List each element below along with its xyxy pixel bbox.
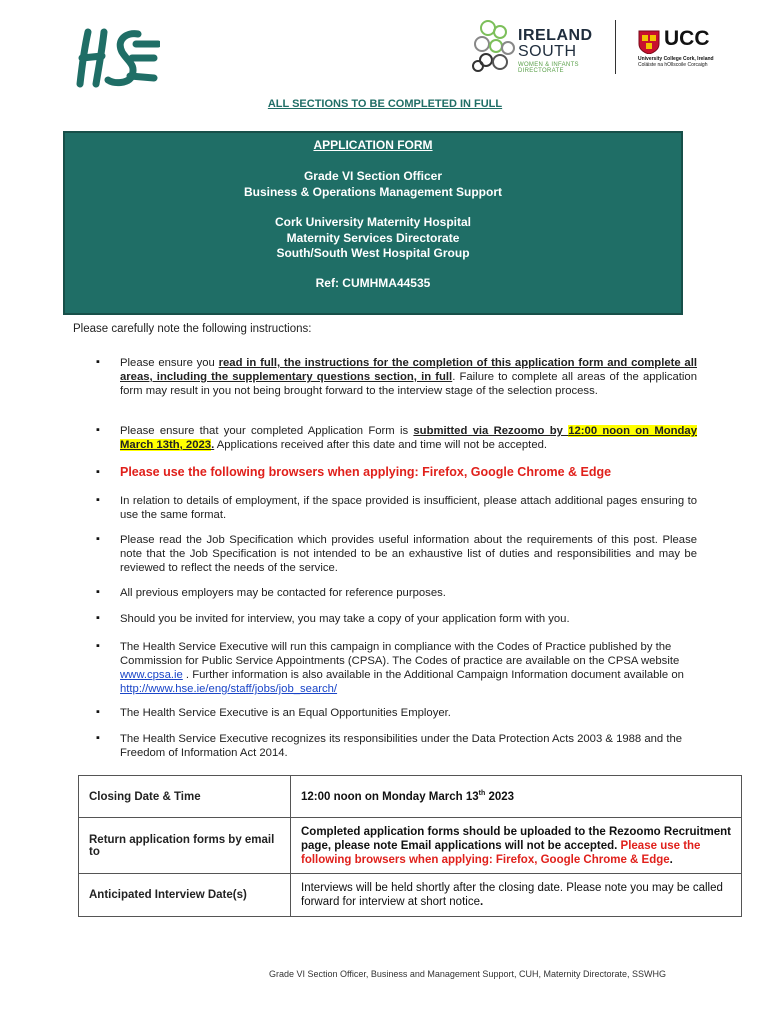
bullet-icon: ▪ [96, 612, 100, 624]
interview-value-end: . [479, 896, 484, 908]
hospital-line: Cork University Maternity Hospital [274, 215, 472, 229]
interview-value-main: Interviews will be held shortly after the closing date. Please note you may be called forward for interview at short notice [301, 882, 723, 908]
cpsa-link[interactable]: www.cpsa.ie [120, 669, 183, 681]
closing-label: Closing Date & Time [79, 776, 291, 818]
closing-value-sup: th [478, 790, 486, 798]
intro-text: Please carefully note the following instructions: [73, 323, 312, 335]
post-block [65, 169, 681, 200]
instruction-2-period: . [211, 439, 215, 451]
instruction-9: The Health Service Executive is an Equal Opportunities Employer. [120, 707, 451, 719]
bullet-icon: ▪ [96, 640, 100, 652]
application-form-box [63, 131, 683, 315]
return-label: Return application forms by email to [79, 818, 291, 874]
table-row [79, 874, 742, 917]
instruction-1-bold: read in full, the instructions for the completion of this application form and complete all areas, including the supplementary questions section, in full [120, 357, 697, 383]
bullet-icon: ▪ [96, 586, 100, 598]
return-value [291, 818, 742, 874]
closing-value [291, 776, 742, 818]
bullet-icon: ▪ [96, 732, 100, 744]
ucc-subtitle-en: University College Cork, Ireland [638, 56, 714, 62]
group-line: South/South West Hospital Group [276, 246, 470, 260]
return-value-end: . [669, 853, 673, 866]
instruction-2-post: Applications received after this date and time will not be accepted. [214, 439, 548, 451]
table-row [79, 776, 742, 818]
instruction-8-mid: . Further information is also available in the Additional Campaign Information document available on [182, 669, 684, 681]
instruction-2-pre: Please ensure that your completed Application Form is [120, 425, 414, 437]
logo-divider [615, 20, 616, 74]
browser-notice: Please use the following browsers when applying: Firefox, Google Chrome & Edge [120, 465, 612, 479]
bullet-icon: ▪ [96, 356, 100, 368]
south-title: SOUTH [518, 43, 577, 60]
table-row [79, 818, 742, 874]
interview-value [291, 874, 742, 917]
instruction-4: In relation to details of employment, if the space provided is insufficient, please attach additional pages ensuring to use the same format. [120, 495, 697, 521]
return-value-main: Completed application forms should be uploaded to the Rezoomo Recruitment page, please note Email applications will not be accepted. [301, 825, 731, 852]
instruction-2-bold: submitted via Rezoomo by [413, 425, 569, 437]
instruction-5: Please read the Job Specification which provides useful information about the requirements of this post. Please note that the Job Specification is not intended to be an exhaustive list of duties and responsibilities and may be reviewed to reflect the needs of the service. [120, 534, 697, 574]
women-infants: WOMEN & INFANTS [518, 62, 579, 68]
ucc-subtitle-ga: Coláiste na hOllscoile Corcaigh [638, 62, 708, 68]
closing-deadline-highlight: 12:00 noon on Monday March 13th, 2023 [120, 425, 698, 451]
bullet-icon: ▪ [96, 424, 100, 436]
closing-value-main: 12:00 noon on Monday March 13 [301, 790, 479, 803]
reference-line: Ref: CUMHMA44535 [315, 276, 431, 290]
directorate: DIRECTORATE [518, 68, 564, 74]
instruction-7: Should you be invited for interview, you may take a copy of your application form with you. [120, 613, 570, 625]
bullet-icon: ▪ [96, 533, 100, 545]
instruction-6: All previous employers may be contacted for reference purposes. [120, 587, 446, 599]
grade-line: Grade VI Section Officer [303, 169, 443, 183]
bullet-icon: ▪ [96, 706, 100, 718]
bullet-icon: ▪ [96, 494, 100, 506]
instruction-2 [120, 424, 697, 452]
interview-label: Anticipated Interview Date(s) [79, 874, 291, 917]
all-sections-heading: ALL SECTIONS TO BE COMPLETED IN FULL [267, 98, 503, 110]
form-title: APPLICATION FORM [313, 138, 433, 152]
instruction-8 [120, 640, 697, 696]
department-line: Business & Operations Management Support [243, 184, 503, 199]
ireland-south-text [518, 28, 593, 74]
location-block [65, 215, 681, 262]
hse-logo [74, 26, 160, 88]
bullet-icon: ▪ [96, 466, 100, 478]
instruction-10: The Health Service Executive recognizes its responsibilities under the Data Protection Acts 2003 & 1988 and the Freedom of Information Act 2014. [120, 733, 683, 759]
application-info-table [78, 775, 742, 917]
page-footer: Grade VI Section Officer, Business and Management Support, CUH, Maternity Directorate, SSWHG [268, 969, 666, 979]
ucc-crest-icon [638, 30, 660, 54]
ireland-title: IRELAND [518, 27, 593, 44]
instruction-1-pre: Please ensure you [120, 357, 219, 369]
return-value-browsers: Please use the following browsers when applying: Firefox, Google Chrome & Edge [301, 839, 701, 866]
closing-value-year: 2023 [485, 790, 515, 803]
instruction-8-pre: The Health Service Executive will run this campaign in compliance with the Codes of Practice published by the Commission for Public Service Appointments (CPSA). The Codes of practice are available on the CPSA website [120, 641, 680, 667]
hse-jobs-link[interactable]: http://www.hse.ie/eng/staff/jobs/job_search/ [120, 683, 338, 695]
instruction-1-post: . Failure to complete all areas of the application form may result in you not being brought forward to the interview stage of the selection process. [120, 371, 697, 397]
instruction-1 [120, 356, 697, 398]
directorate-line: Maternity Services Directorate [286, 230, 460, 245]
ucc-logo-text: UCC [664, 27, 710, 50]
